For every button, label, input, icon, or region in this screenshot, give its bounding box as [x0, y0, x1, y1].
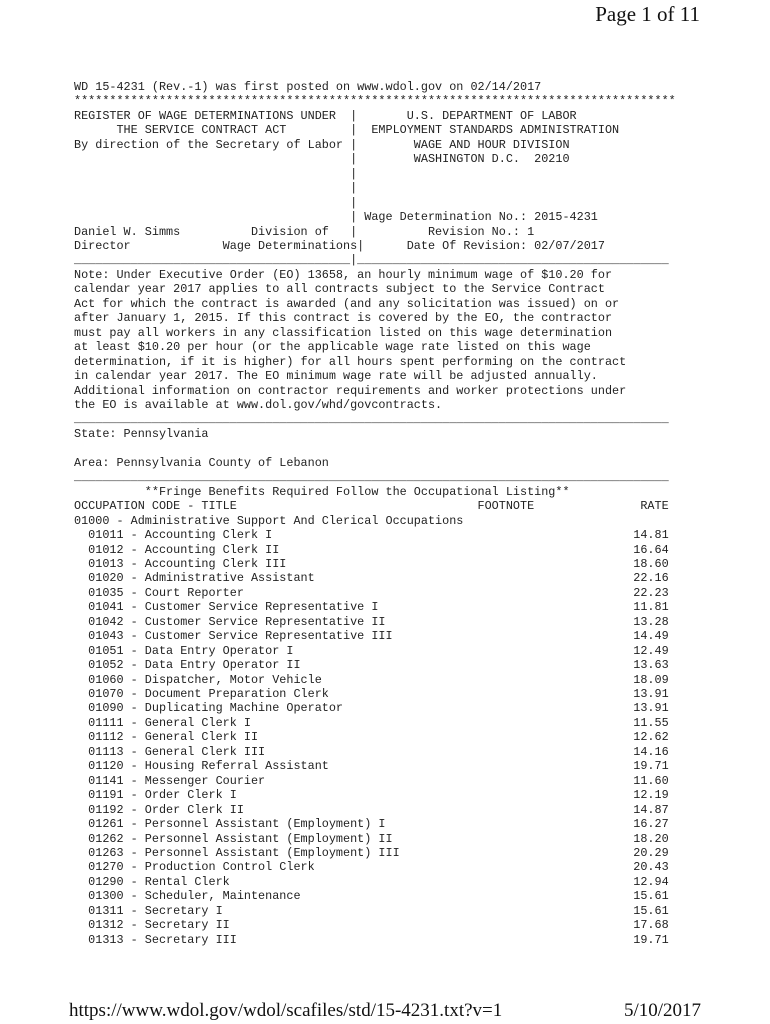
document-line: 01262 - Personnel Assistant (Employment) II 18.20	[74, 831, 669, 846]
footer-url: https://www.wdol.gov/wdol/scafiles/std/15-4231.txt?v=1	[69, 1000, 503, 1021]
document-line: _______________________________________|____________________________________________	[74, 253, 669, 268]
document-line: ____________________________________________________________________________________	[74, 470, 669, 485]
document-line: |	[74, 166, 358, 181]
document-line: OCCUPATION CODE - TITLE FOOTNOTE RATE	[74, 499, 669, 514]
document-line: 01113 - General Clerk III 14.16	[74, 744, 669, 759]
document-line: Director Wage Determinations| Date Of Revision: 02/07/2017	[74, 238, 605, 253]
document-line: 01263 - Personnel Assistant (Employment) III 20.29	[74, 846, 669, 861]
document-line: Daniel W. Simms Division of | Revision No.: 1	[74, 224, 535, 239]
document-line: Act for which the contract is awarded (and any solicitation was issued) on or	[74, 296, 620, 311]
document-line: | WASHINGTON D.C. 20210	[74, 152, 570, 167]
document-line: 01300 - Scheduler, Maintenance 15.61	[74, 889, 669, 904]
document-line: 01111 - General Clerk I 11.55	[74, 715, 669, 730]
document-line: 01035 - Court Reporter 22.23	[74, 585, 669, 600]
document-line: Note: Under Executive Order (EO) 13658, an hourly minimum wage of $10.20 for	[74, 267, 613, 282]
document-line: 01052 - Data Entry Operator II 13.63	[74, 658, 669, 673]
document-line: State: Pennsylvania	[74, 426, 209, 441]
document-line: Area: Pennsylvania County of Lebanon	[74, 455, 329, 470]
document-line: 01070 - Document Preparation Clerk 13.91	[74, 687, 669, 702]
document-line: 01313 - Secretary III 19.71	[74, 932, 669, 947]
document-line: WD 15-4231 (Rev.-1) was first posted on www.wdol.gov on 02/14/2017	[74, 80, 542, 94]
document-line: 01191 - Order Clerk I 12.19	[74, 788, 669, 803]
document-line: after January 1, 2015. If this contract is covered by the EO, the contractor	[74, 311, 613, 326]
document-line: 01141 - Messenger Courier 11.60	[74, 773, 669, 788]
document-line: *************************************************************************************	[74, 94, 676, 109]
document-line: By direction of the Secretary of Labor | WAGE AND HOUR DIVISION	[74, 137, 570, 152]
document-line: THE SERVICE CONTRACT ACT | EMPLOYMENT STANDARDS ADMINISTRATION	[74, 123, 620, 138]
footer-date: 5/10/2017	[623, 1000, 701, 1021]
document-line: 01060 - Dispatcher, Motor Vehicle 18.09	[74, 672, 669, 687]
document-line: 01312 - Secretary II 17.68	[74, 918, 669, 933]
document-line: 01012 - Accounting Clerk II 16.64	[74, 542, 669, 557]
document-line: 01192 - Order Clerk II 14.87	[74, 802, 669, 817]
page-number: Page 1 of 11	[595, 2, 700, 26]
document-line: 01120 - Housing Referral Assistant 19.71	[74, 759, 669, 774]
document-line: 01112 - General Clerk II 12.62	[74, 730, 669, 745]
document-line: Additional information on contractor requirements and worker protections under	[74, 383, 627, 398]
document-line: determination, if it is higher) for all hours spent performing on the contract	[74, 354, 627, 369]
document-line: 01043 - Customer Service Representative III 14.49	[74, 629, 669, 644]
document-line: 01090 - Duplicating Machine Operator 13.91	[74, 701, 669, 716]
document-line: 01051 - Data Entry Operator I 12.49	[74, 643, 669, 658]
document-line: **Fringe Benefits Required Follow the Occupational Listing**	[74, 484, 570, 499]
document-line: 01041 - Customer Service Representative I 11.81	[74, 600, 669, 615]
document-line: 01261 - Personnel Assistant (Employment) I 16.27	[74, 817, 669, 832]
document-line: |	[74, 181, 358, 196]
document-line: 01020 - Administrative Assistant 22.16	[74, 571, 669, 586]
document-line: | Wage Determination No.: 2015-4231	[74, 210, 598, 225]
document-line: the EO is available at www.dol.gov/whd/govcontracts.	[74, 397, 443, 412]
document-line: must pay all workers in any classification listed on this wage determination	[74, 325, 613, 340]
document-line: at least $10.20 per hour (or the applicable wage rate listed on this wage	[74, 340, 591, 355]
document-line: 01311 - Secretary I 15.61	[74, 903, 669, 918]
document-line: 01011 - Accounting Clerk I 14.81	[74, 528, 669, 543]
document-line: in calendar year 2017. The EO minimum wage rate will be adjusted annually.	[74, 369, 598, 384]
document-line: 01042 - Customer Service Representative II 13.28	[74, 614, 669, 629]
document-line: REGISTER OF WAGE DETERMINATIONS UNDER | U.S. DEPARTMENT OF LABOR	[74, 108, 577, 123]
document-line: 01000 - Administrative Support And Clerical Occupations	[74, 513, 464, 528]
document-line: calendar year 2017 applies to all contracts subject to the Service Contract	[74, 282, 605, 297]
document-line: 01013 - Accounting Clerk III 18.60	[74, 556, 669, 571]
wage-determination-text	[74, 80, 676, 947]
document-line: 01270 - Production Control Clerk 20.43	[74, 860, 669, 875]
document-line: ____________________________________________________________________________________	[74, 412, 669, 427]
document-line: |	[74, 195, 358, 210]
document-line: 01290 - Rental Clerk 12.94	[74, 874, 669, 889]
